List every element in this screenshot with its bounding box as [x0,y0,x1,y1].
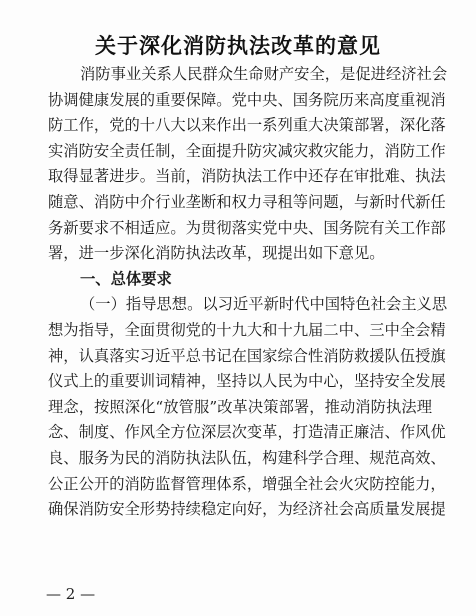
page-number: — 2 — [46,585,96,603]
body-line: 仪式上的重要训词精神，坚持以人民为中心，坚持安全发展 [48,372,446,391]
body-line: 防工作，党的十八大以来作出一系列重大决策部署，深化落 [48,116,446,135]
body-line: 务新要求不相适应。为贯彻落实党中央、国务院有关工作部 [48,218,446,237]
body-line: 随意、消防中介行业垄断和权力寻租等问题，与新时代新任 [48,192,446,211]
body-line: 取得显著进步。当前，消防执法工作中还存在审批难、执法 [48,167,446,186]
document-title: 关于深化消防执法改革的意见 [95,34,381,58]
body-line: 理念，按照深化“放管服”改革决策部署，推动消防执法理 [48,397,432,416]
body-line: 实消防安全责任制，全面提升防灾减灾救灾能力，消防工作 [48,141,446,160]
body-line: 公正公开的消防监督管理体系，增强全社会火灾防控能力， [48,474,446,493]
body-line: 消防事业关系人民群众生命财产安全，是促进经济社会 [80,65,448,83]
document-body [0,62,476,523]
body-line: 神，认真落实习近平总书记在国家综合性消防救援队伍授旗 [48,346,446,365]
body-line: 良、服务为民的消防执法队伍，构建科学合理、规范高效、 [48,448,446,467]
section-heading: 一、总体要求 [80,269,172,288]
body-line: （一）指导思想。以习近平新时代中国特色社会主义思 [80,295,448,314]
body-line: 协调健康发展的重要保障。党中央、国务院历来高度重视消 [48,90,446,109]
body-line: 确保消防安全形势持续稳定向好，为经济社会高质量发展提 [48,500,446,519]
body-line: 署，进一步深化消防执法改革，现提出如下意见。 [48,244,385,263]
body-line: 念、制度、作风全方位深层次变革，打造清正廉洁、作风优 [48,423,446,442]
body-line: 想为指导，全面贯彻党的十九大和十九届二中、三中全会精 [48,320,446,339]
